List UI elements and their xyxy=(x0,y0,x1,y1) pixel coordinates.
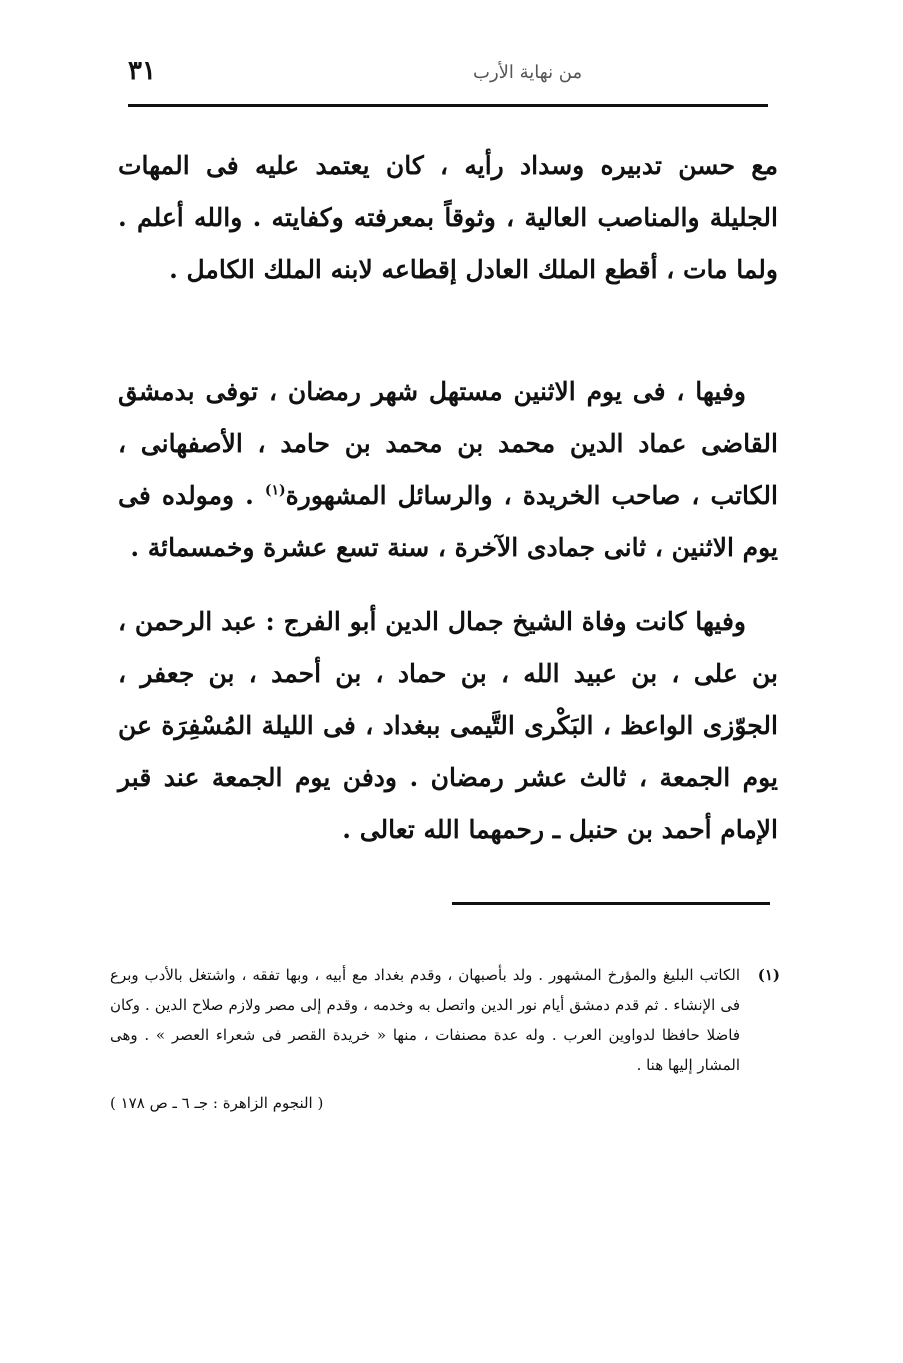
running-title: من نهاية الأرب xyxy=(473,62,583,83)
footnote-source: ( النجوم الزاهرة : جـ ٦ ـ ص ١٧٨ ) xyxy=(110,1094,324,1112)
footnote-reference: (١) xyxy=(264,482,286,499)
footnote-marker: (١) xyxy=(757,966,780,984)
paragraph-3: وفيها كانت وفاة الشيخ جمال الدين أبو الفرج : عبد الرحمن ، بن على ، بن عبيد الله ، بن حماد ، بن أحمد ، بن جعفر ، الجوّزى الواعظ ، البَكْرى التَّيمى ببغداد ، فى الليلة المُسْفِرَة عن يوم الجمعة ، ثالث عشر رمضان . ودفن يوم الجمعة عند قبر الإمام أحمد بن حنبل ـ رحمهما الله تعالى . xyxy=(118,607,778,844)
page-number: ٣١ xyxy=(128,56,156,86)
footnotes xyxy=(110,960,780,1118)
paragraph-2-tail: . ومولده فى يوم الاثنين ، ثانى جمادى الآخرة ، سنة تسع عشرة وخمسمائة . xyxy=(118,481,778,562)
footnote-1 xyxy=(110,960,780,1080)
header-rule xyxy=(128,104,768,107)
paragraph-2 xyxy=(118,366,778,574)
main-text xyxy=(118,140,778,856)
paragraph-2-text: وفيها ، فى يوم الاثنين مستهل شهر رمضان ، توفى بدمشق القاضى عماد الدين محمد بن محمد بن حامد ، الأصفهانى ، الكاتب ، صاحب الخريدة ، والرسائل المشهورة xyxy=(118,377,778,510)
footnote-text: الكاتب البليغ والمؤرخ المشهور . ولد بأصبهان ، وقدم بغداد مع أبيه ، وبها تفقه ، واشتغل بالأدب وبرع فى الإنشاء . ثم قدم دمشق أيام نور الدين واتصل به وخدمه ، وقدم إلى مصر ولازم صلاح الدين . وكان فاضلا حافظا لدواوين العرب . وله عدة مصنفات ، منها « خريدة القصر فى شعراء العصر » . وهى المشار إليها هنا . xyxy=(110,966,740,1074)
running-header xyxy=(128,56,768,96)
footnote-rule xyxy=(452,902,770,905)
paragraph-1: مع حسن تدبيره وسداد رأيه ، كان يعتمد عليه فى المهات الجليلة والمناصب العالية ، وثوقاً بمعرفته وكفايته . والله أعلم . ولما مات ، أقطع الملك العادل إقطاعه لابنه الملك الكامل . xyxy=(118,151,778,284)
